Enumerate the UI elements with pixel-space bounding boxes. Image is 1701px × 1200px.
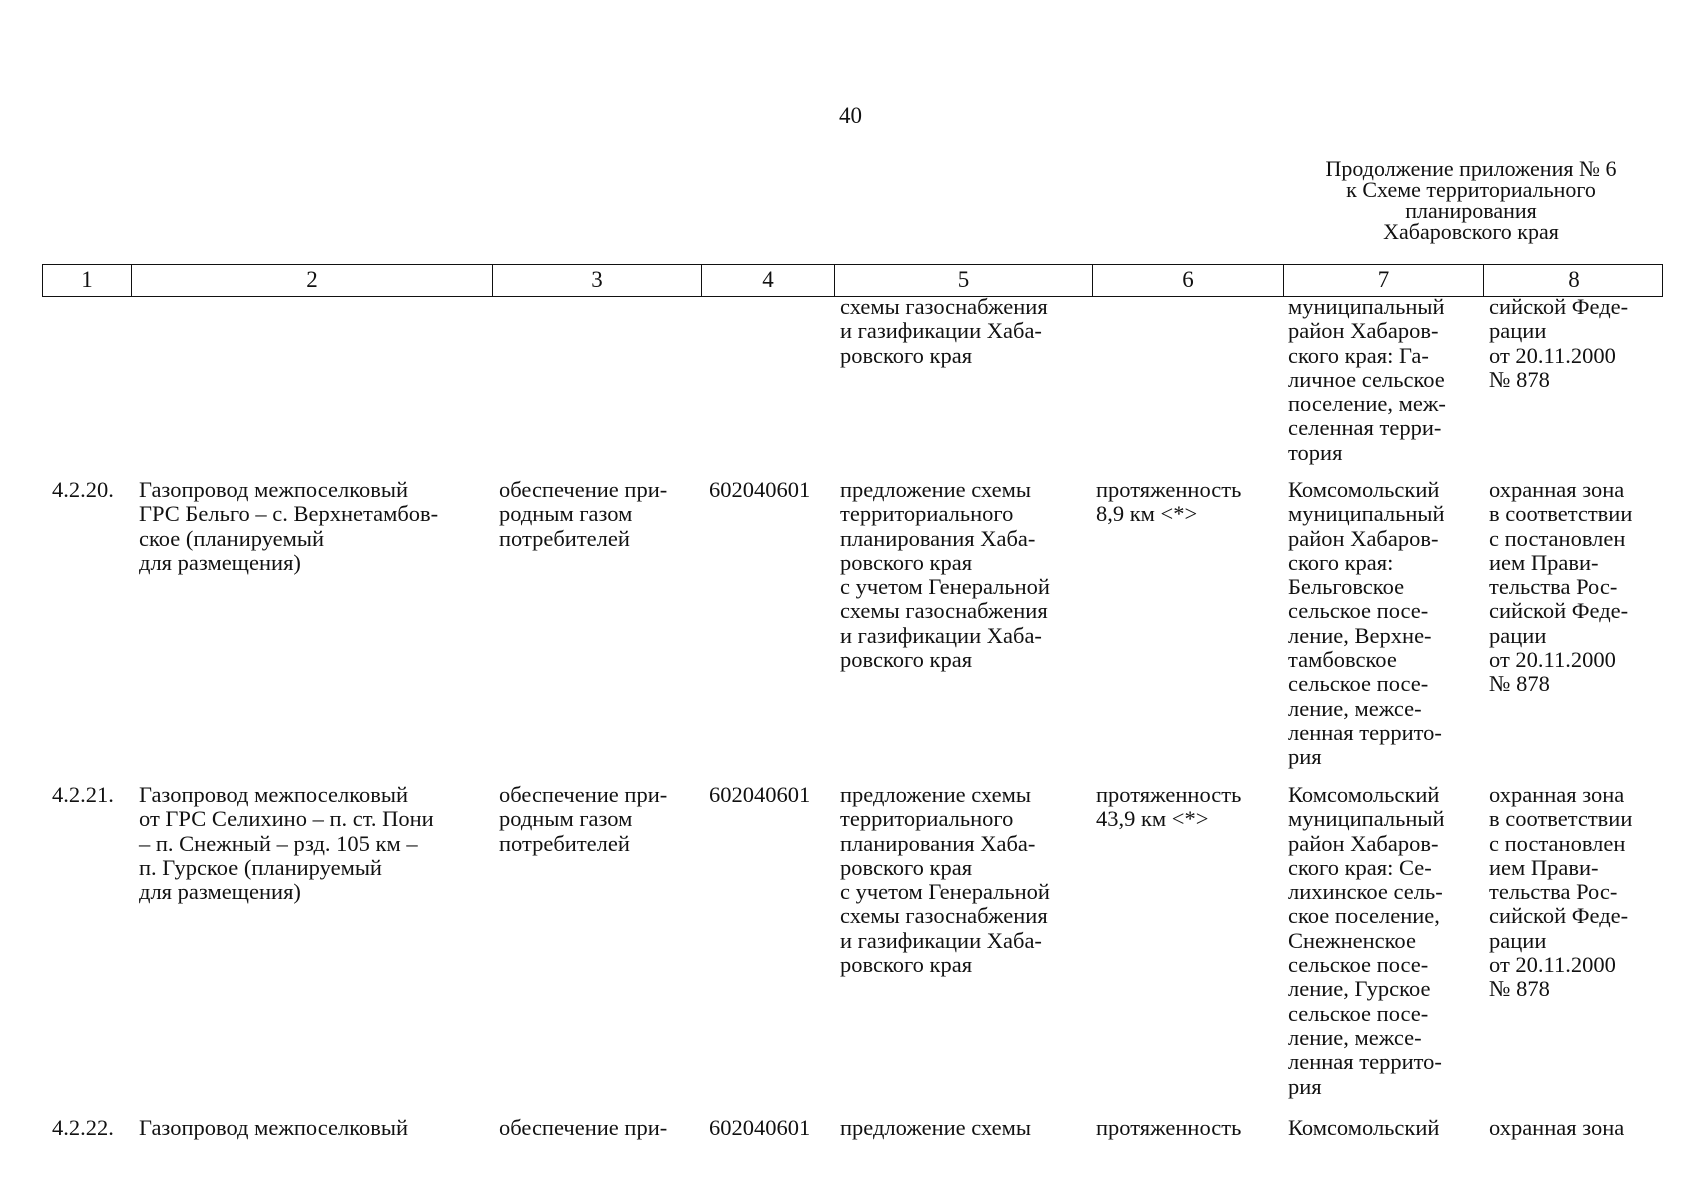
- table-cell-characteristics: протяженность: [1096, 1115, 1242, 1140]
- table-cell-location: Комсомольский: [1288, 1115, 1440, 1140]
- appendix-line: Хабаровского края: [1383, 219, 1559, 244]
- appendix-line: Продолжение приложения № 6: [1325, 156, 1617, 181]
- table-cell-basis: предложение схемы территориального планирования Хаба- ровского края с учетом Генеральной схемы газоснабжения и газификации Хаба- ровского края: [840, 782, 1050, 978]
- table-cell-purpose: обеспечение при- родным газом потребителей: [499, 477, 668, 551]
- table-cell-name: Газопровод межпоселковый от ГРС Селихино – п. ст. Пони – п. Снежный – рзд. 105 км – п. Гурское (планируемый для размещения): [139, 782, 434, 905]
- table-cell-basis: схемы газоснабжения и газификации Хаба- ровского края: [840, 294, 1048, 368]
- table-cell-zone: охранная зона: [1489, 1115, 1625, 1140]
- table-cell-location: Комсомольский муниципальный район Хабаров- ского края: Се- лихинское сель- ское поселение, Снежненское сельское посе- ление, Гурское сельское посе- ление, межсе- ленная террито- рия: [1288, 782, 1445, 1099]
- table-cell-number: 4.2.21.: [52, 782, 114, 807]
- table-cell-purpose: обеспечение при-: [499, 1115, 668, 1140]
- column-header-7: 7: [1284, 265, 1484, 296]
- table-cell-location: муниципальный район Хабаров- ского края: Га- личное сельское поселение, меж- селенная терри- тория: [1288, 294, 1446, 465]
- column-header-1: 1: [43, 265, 132, 296]
- column-header-2: 2: [132, 265, 493, 296]
- column-header-6: 6: [1093, 265, 1284, 296]
- table-cell-zone: сийской Феде- рации от 20.11.2000 № 878: [1489, 294, 1629, 392]
- table-cell-basis: предложение схемы территориального планирования Хаба- ровского края с учетом Генеральной схемы газоснабжения и газификации Хаба- ровского края: [840, 477, 1050, 673]
- column-header-5: 5: [835, 265, 1093, 296]
- table-cell-zone: охранная зона в соответствии с постановлен ием Прави- тельства Рос- сийской Феде- рации от 20.11.2000 № 878: [1489, 782, 1633, 1002]
- table-cell-code: 602040601: [709, 1115, 811, 1140]
- table-cell-basis: предложение схемы: [840, 1115, 1031, 1140]
- table-cell-zone: охранная зона в соответствии с постановлен ием Прави- тельства Рос- сийской Феде- рации от 20.11.2000 № 878: [1489, 477, 1633, 697]
- column-header-3: 3: [493, 265, 702, 296]
- table-cell-location: Комсомольский муниципальный район Хабаров- ского края: Бельговское сельское посе- ление, Верхне- тамбовское сельское посе- ление, межсе- ленная террито- рия: [1288, 477, 1445, 770]
- table-cell-number: 4.2.22.: [52, 1115, 114, 1140]
- table-cell-purpose: обеспечение при- родным газом потребителей: [499, 782, 668, 856]
- column-header-8: 8: [1568, 267, 1580, 292]
- appendix-line: к Схеме территориального: [1346, 177, 1596, 202]
- table-cell-characteristics: протяженность 8,9 км <*>: [1096, 477, 1242, 527]
- table-cell-name: Газопровод межпоселковый ГРС Бельго – с. Верхнетамбов- ское (планируемый для размещения): [139, 477, 439, 575]
- table-cell-code: 602040601: [709, 477, 811, 502]
- table-cell-characteristics: протяженность 43,9 км <*>: [1096, 782, 1242, 832]
- page-number: 40: [839, 103, 862, 128]
- table-cell-name: Газопровод межпоселковый: [139, 1115, 409, 1140]
- appendix-heading: [1260, 158, 1682, 242]
- column-header-4: 4: [702, 265, 835, 296]
- table-cell-number: 4.2.20.: [52, 477, 114, 502]
- table-header-row: [42, 264, 1663, 297]
- table-cell-code: 602040601: [709, 782, 811, 807]
- appendix-line: планирования: [1405, 198, 1537, 223]
